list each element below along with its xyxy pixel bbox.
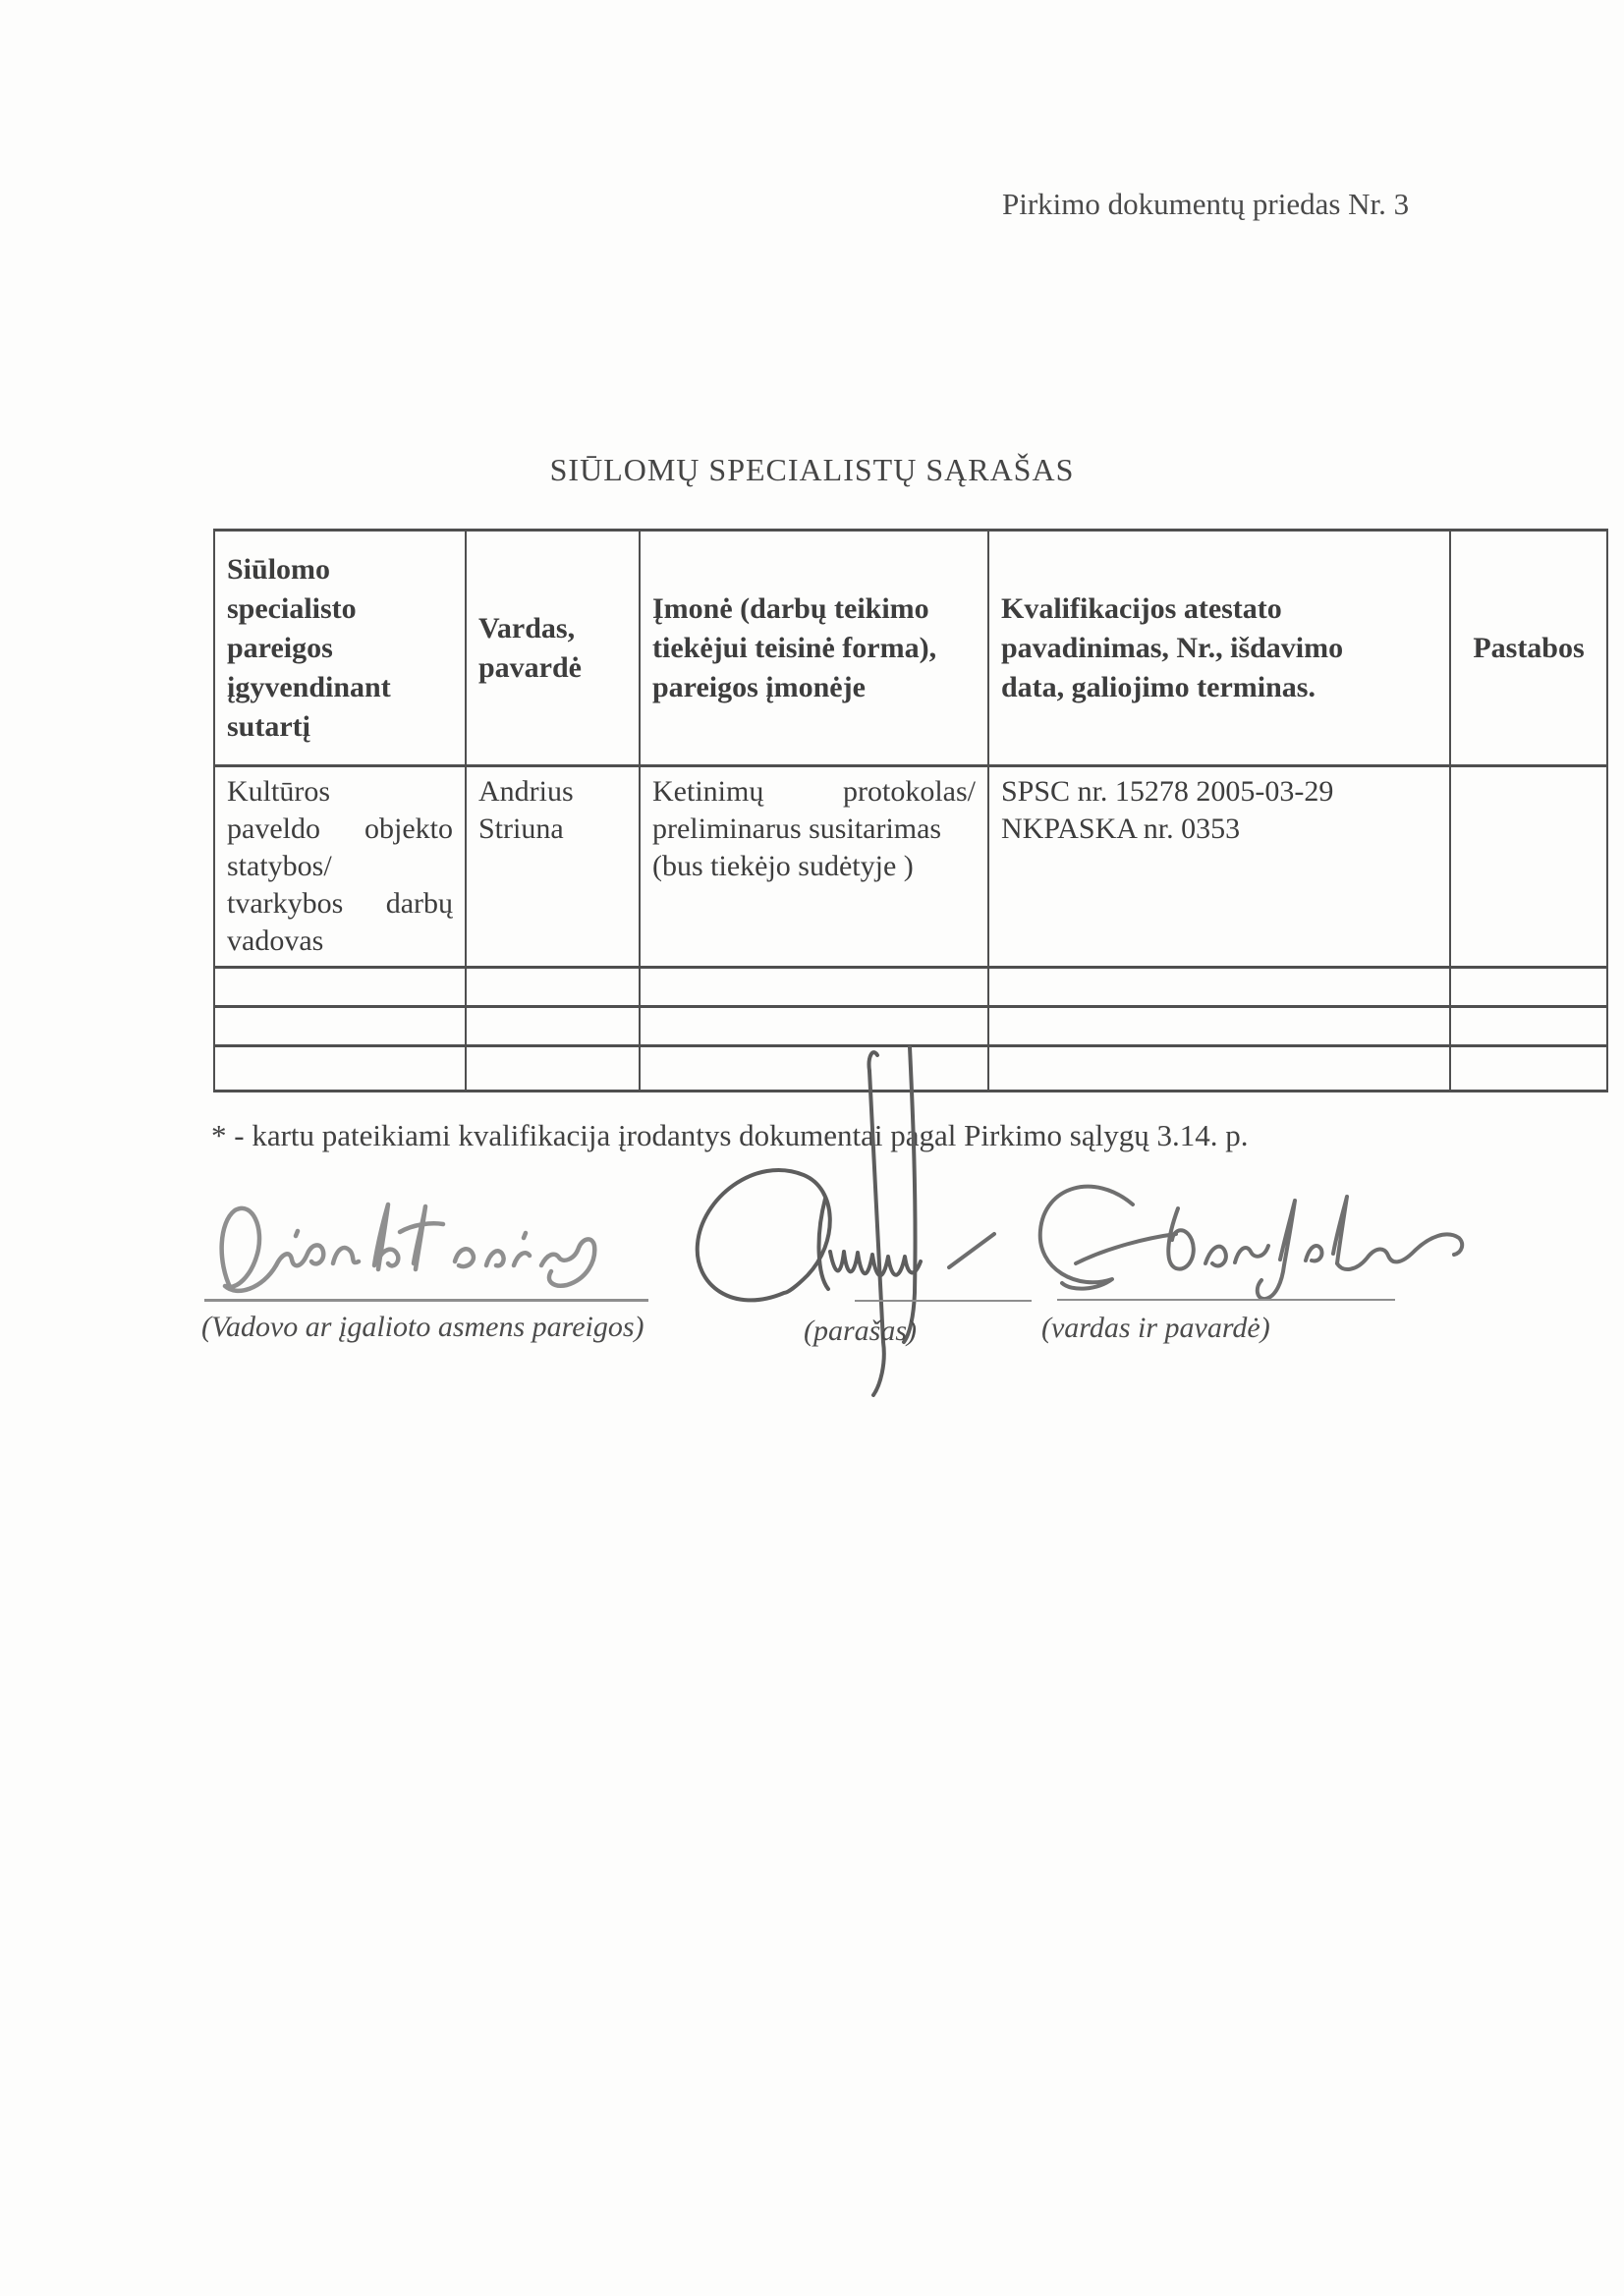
col-header-name: Vardas, pavardė — [466, 531, 640, 766]
qualification-footnote: * - kartu pateikiami kvalifikacija įrodantys dokumentai pagal Pirkimo sąlygų 3.14. p. — [211, 1118, 1249, 1152]
specialist-row — [214, 766, 1607, 968]
handwritten-position-signature — [201, 1191, 663, 1309]
cell-company: Ketinimų protokolas/ preliminarus susitarimas (bus tiekėjo sudėtyje ) — [640, 766, 988, 968]
signature-line-position — [204, 1299, 648, 1302]
table-header-row — [214, 531, 1607, 766]
handwritten-signature-scribble — [668, 1039, 992, 1405]
document-annex-note: Pirkimo dokumentų priedas Nr. 3 — [1002, 187, 1410, 221]
signature-line-name — [1057, 1299, 1395, 1301]
cell-position: Kultūros paveldo objekto statybos/ tvarkybos darbų vadovas — [214, 766, 466, 968]
cell-name: Andrius Striuna — [466, 766, 640, 968]
empty-row — [214, 968, 1607, 1007]
pen-dash-mark — [941, 1228, 1010, 1273]
signature-line-signature — [855, 1300, 1032, 1302]
col-header-notes: Pastabos — [1450, 531, 1607, 766]
document-title: SIŪLOMŲ SPECIALISTŲ SĄRAŠAS — [549, 452, 1075, 487]
cell-qualification: SPSC nr. 15278 2005-03-29 NKPASKA nr. 0353 — [988, 766, 1450, 968]
signature-caption-position: (Vadovo ar įgalioto asmens pareigos) — [201, 1311, 644, 1343]
signature-caption-name: (vardas ir pavardė) — [1041, 1312, 1270, 1344]
col-header-company: Įmonė (darbų teikimo tiekėjui teisinė forma), pareigos įmonėje — [640, 531, 988, 766]
cell-notes — [1450, 766, 1607, 968]
specialists-table — [213, 529, 1608, 1092]
signature-caption-signature: (parašas) — [804, 1315, 918, 1347]
col-header-qualification: Kvalifikacijos atestato pavadinimas, Nr., išdavimo data, galiojimo terminas. — [988, 531, 1450, 766]
col-header-position: Siūlomo specialisto pareigos įgyvendinant sutartį — [214, 531, 466, 766]
